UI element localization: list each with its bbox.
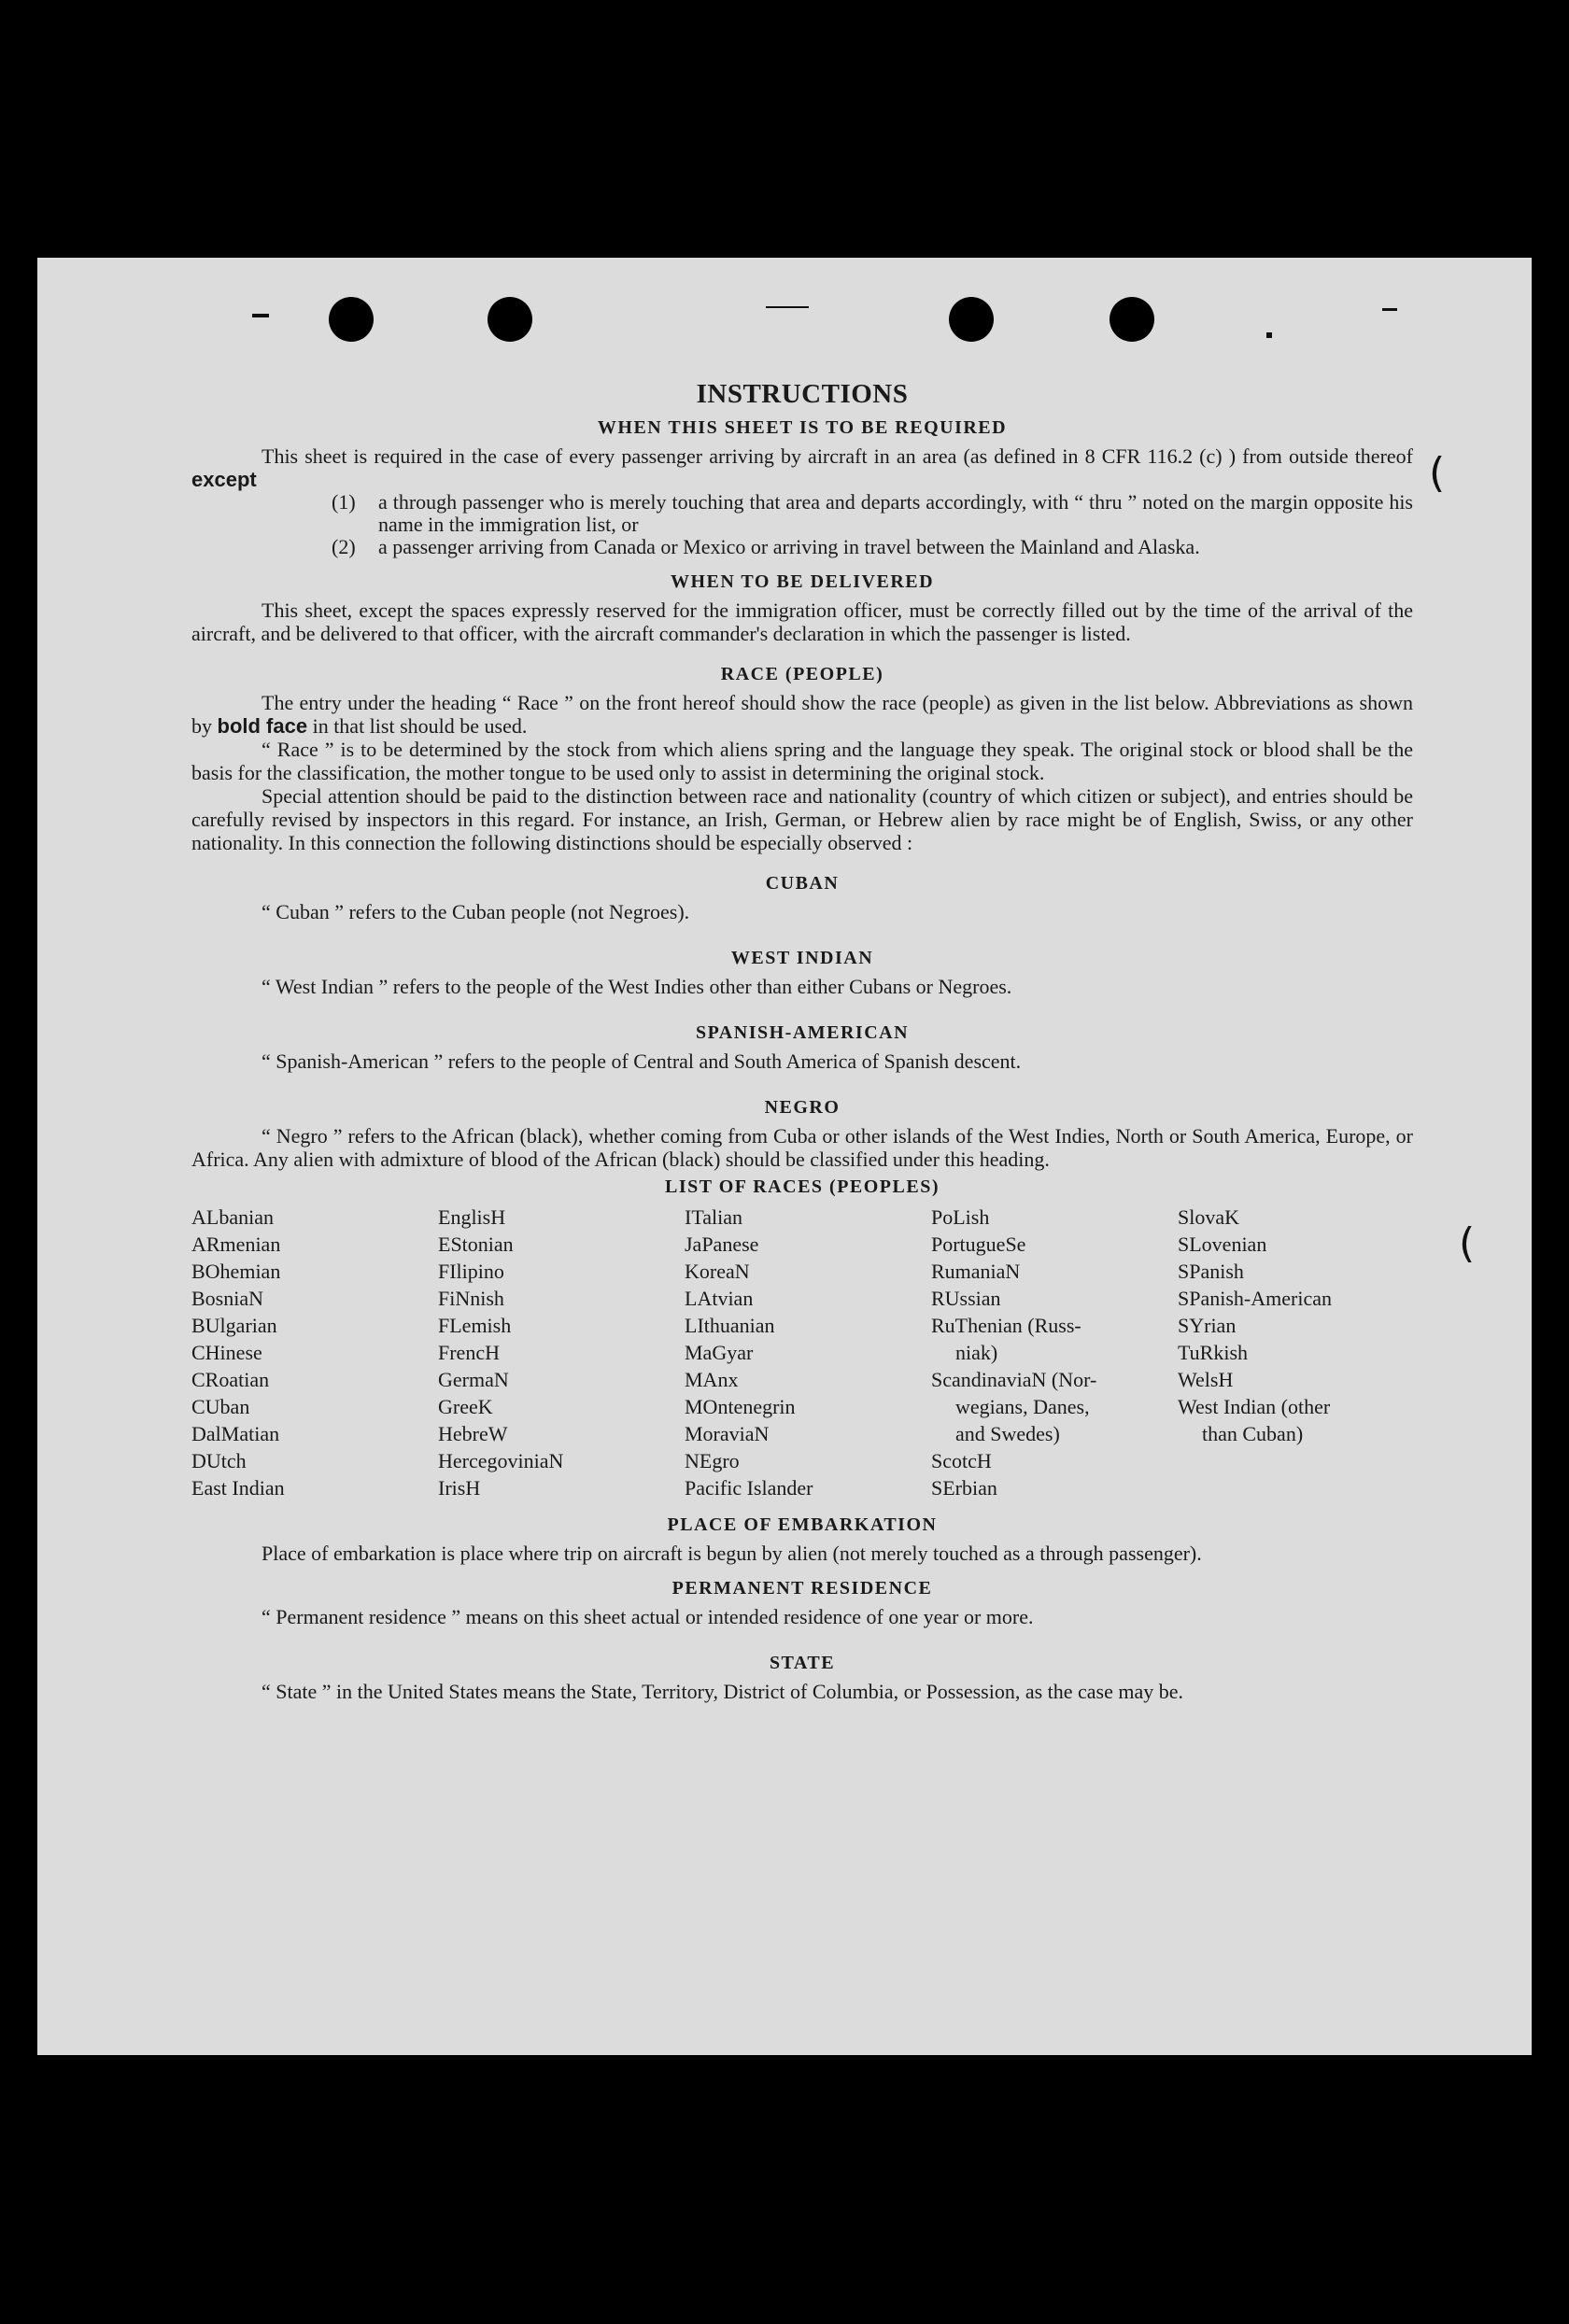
race-list <box>191 1204 1413 1501</box>
race-entry: WelsH <box>1178 1368 1234 1391</box>
race-entry: SLovenian <box>1178 1232 1267 1256</box>
paragraph: Special attention should be paid to the distinction between race and nationality (country of which citizen or subject), and entries should be carefully revised by inspectors in this regard. For instance, an Irish, German, or Hebrew alien by race might be of English, Swiss, or any other nationality. In this connection the following distinctions should be especially observed : <box>191 784 1413 854</box>
race-entry: ScandinaviaN (Nor- <box>931 1368 1097 1391</box>
race-entry: FLemish <box>438 1314 512 1337</box>
race-entry: West Indian (other <box>1178 1395 1331 1418</box>
paragraph: “ Race ” is to be determined by the stock from which aliens spring and the language they speak. The original stock or blood shall be the basis for the classification, the mother tongue to be used only to assist in determining the original stock. <box>191 738 1413 784</box>
race-entry: TuRkish <box>1178 1341 1249 1364</box>
punch-hole <box>488 297 532 342</box>
race-entry: EnglisH <box>438 1205 506 1229</box>
race-entry: MOntenegrin <box>685 1395 796 1418</box>
race-entry: Pacific Islander <box>685 1476 813 1500</box>
list-item: (1) a through passenger who is merely touching that area and departs accordingly, with “ thru ” noted on the margin opposite his name in the immigration list, or <box>332 490 1413 536</box>
race-column <box>438 1204 685 1501</box>
section-heading: WEST INDIAN <box>730 948 874 968</box>
race-entry: ITalian <box>685 1205 742 1229</box>
race-entry: niak) <box>955 1341 998 1364</box>
race-column <box>191 1204 438 1501</box>
race-entry: RuThenian (Russ- <box>931 1314 1081 1337</box>
section-heading: LIST OF RACES (PEOPLES) <box>664 1176 940 1197</box>
section-heading: SPANISH-AMERICAN <box>695 1022 910 1043</box>
race-entry: ScotcH <box>931 1449 992 1472</box>
punch-hole <box>1110 297 1154 342</box>
race-entry: FIlipino <box>438 1260 504 1283</box>
paragraph: “ Cuban ” refers to the Cuban people (not Negroes). <box>262 900 690 923</box>
race-entry: PoLish <box>931 1205 990 1229</box>
speck <box>1266 332 1272 338</box>
race-entry: DalMatian <box>191 1422 280 1445</box>
paragraph: This sheet, except the spaces expressly reserved for the immigration officer, must be correctly filled out by the time of the arrival of the aircraft, and be delivered to that officer, with the aircraft commander's declaration in which the passenger is listed. <box>191 599 1413 645</box>
race-entry: LAtvian <box>685 1287 754 1310</box>
section-heading: CUBAN <box>765 873 840 894</box>
list-item: (2) a passenger arriving from Canada or Mexico or arriving in travel between the Mainland and Alaska. <box>332 535 1200 558</box>
race-entry: RUssian <box>931 1287 1001 1310</box>
margin-mark: ( <box>1459 1219 1476 1267</box>
race-entry: ARmenian <box>191 1232 281 1256</box>
page-title: INSTRUCTIONS <box>696 379 909 409</box>
race-entry: GreeK <box>438 1395 493 1418</box>
race-entry: BUlgarian <box>191 1314 277 1337</box>
race-entry: FrencH <box>438 1341 500 1364</box>
section-heading: WHEN THIS SHEET IS TO BE REQUIRED <box>597 417 1008 438</box>
race-entry: SPanish-American <box>1178 1287 1332 1310</box>
section-heading: RACE (PEOPLE) <box>720 664 884 684</box>
speck <box>1382 308 1397 311</box>
race-entry: East Indian <box>191 1476 285 1500</box>
section-heading: STATE <box>769 1653 836 1673</box>
race-entry: EStonian <box>438 1232 514 1256</box>
speck <box>252 314 269 317</box>
paragraph: “ Permanent residence ” means on this sheet actual or intended residence of one year or more. <box>262 1605 1034 1628</box>
race-entry: HebreW <box>438 1422 508 1445</box>
punch-hole <box>329 297 374 342</box>
race-column <box>1178 1204 1413 1501</box>
punch-hole <box>949 297 994 342</box>
race-column <box>931 1204 1178 1501</box>
paragraph: “ Negro ” refers to the African (black), whether coming from Cuba or other islands of the West Indies, North or South America, Europe, or Africa. Any alien with admixture of blood of the African (black) should be classified under this heading. <box>191 1124 1413 1171</box>
race-entry: NEgro <box>685 1449 740 1472</box>
race-entry: SYrian <box>1178 1314 1237 1337</box>
race-entry: IrisH <box>438 1476 481 1500</box>
race-entry: MAnx <box>685 1368 739 1391</box>
race-entry: FiNnish <box>438 1287 504 1310</box>
race-entry: RumaniaN <box>931 1260 1021 1283</box>
section-heading: WHEN TO BE DELIVERED <box>670 571 935 592</box>
margin-mark: ( <box>1429 449 1446 497</box>
race-entry: than Cuban) <box>1202 1422 1304 1445</box>
race-entry: JaPanese <box>685 1232 759 1256</box>
speck <box>766 306 809 308</box>
paragraph: Place of embarkation is place where trip on aircraft is begun by alien (not merely touched as a through passenger). <box>262 1542 1202 1565</box>
race-entry: wegians, Danes, <box>955 1395 1090 1418</box>
race-entry: SlovaK <box>1178 1205 1239 1229</box>
paragraph: “ Spanish-American ” refers to the people of Central and South America of Spanish descent. <box>262 1049 1022 1073</box>
race-entry: BosniaN <box>191 1287 263 1310</box>
race-entry: HercegoviniaN <box>438 1449 564 1472</box>
section-heading: PLACE OF EMBARKATION <box>667 1514 938 1535</box>
race-entry: SPanish <box>1178 1260 1244 1283</box>
paragraph: “ State ” in the United States means the State, Territory, District of Columbia, or Possession, as the case may be. <box>262 1680 1184 1703</box>
paragraph: This sheet is required in the case of every passenger arriving by aircraft in an area (as defined in 8 CFR 116.2 (c) ) from outside thereof except <box>191 444 1413 491</box>
race-column <box>685 1204 931 1501</box>
race-entry: CHinese <box>191 1341 262 1364</box>
race-entry: SErbian <box>931 1476 997 1500</box>
paragraph: “ West Indian ” refers to the people of the West Indies other than either Cubans or Negroes. <box>262 975 1012 998</box>
race-entry: CRoatian <box>191 1368 270 1391</box>
race-entry: ALbanian <box>191 1205 274 1229</box>
race-entry: LIthuanian <box>685 1314 775 1337</box>
section-heading: PERMANENT RESIDENCE <box>671 1578 933 1599</box>
section-heading: NEGRO <box>764 1097 841 1118</box>
race-entry: GermaN <box>438 1368 509 1391</box>
race-entry: KoreaN <box>685 1260 750 1283</box>
paragraph: The entry under the heading “ Race ” on the front hereof should show the race (people) as given in the list below. Abbreviations as shown by bold face in that list should be used. <box>191 691 1413 738</box>
race-entry: PortugueSe <box>931 1232 1026 1256</box>
race-entry: MaGyar <box>685 1341 754 1364</box>
instructions-content <box>191 379 1413 1703</box>
document-sheet <box>37 258 1532 2055</box>
race-entry: MoraviaN <box>685 1422 770 1445</box>
race-entry: BOhemian <box>191 1260 281 1283</box>
race-entry: CUban <box>191 1395 250 1418</box>
race-entry: and Swedes) <box>955 1422 1060 1445</box>
race-entry: DUtch <box>191 1449 247 1472</box>
